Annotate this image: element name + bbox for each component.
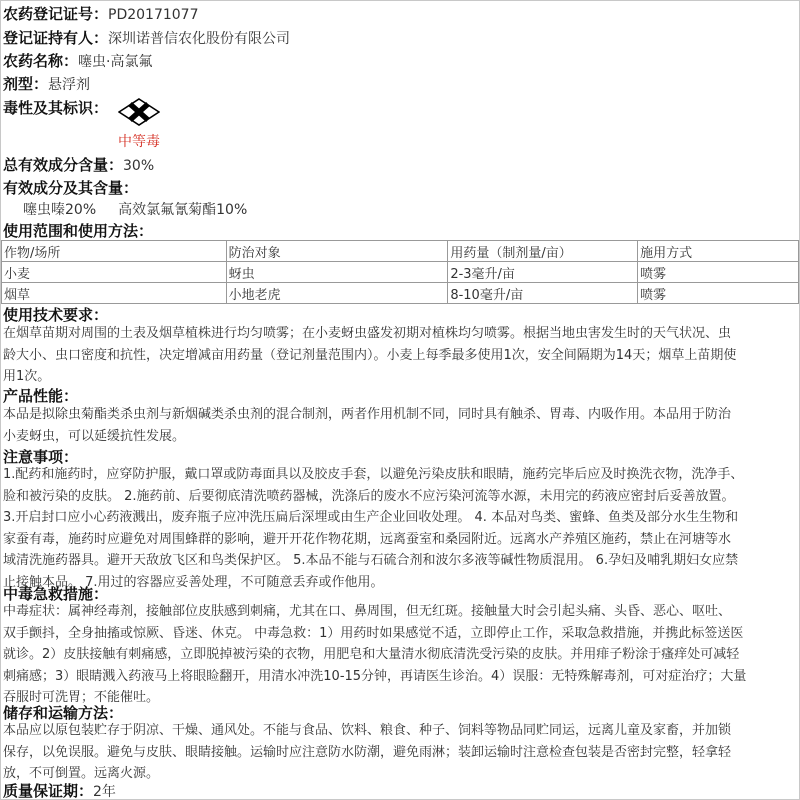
name-value: 噻虫·高氯氟 [78, 54, 153, 70]
warranty-value: 2年 [93, 784, 116, 800]
tech-row [3, 304, 108, 325]
table-row [2, 283, 799, 304]
aid-label: 中毒急救措施： [3, 585, 109, 603]
table-row [2, 262, 799, 283]
table-cell: 喷雾 [638, 262, 799, 283]
usage-table [1, 240, 799, 304]
warranty-label: 质量保证期： [3, 782, 94, 800]
toxicity-label: 毒性及其标识： [3, 99, 109, 117]
holder-row [3, 27, 290, 48]
text-line: 双手颤抖，全身抽搐或惊厥、昏迷、休克。 中毒急救：1）用药时如果感觉不适，立即停止工作，采取急救措施，并携此标签送医 [3, 625, 744, 641]
toxicity-cross-icon [118, 98, 160, 126]
ingredients-list [23, 199, 247, 219]
aid-paragraph [3, 601, 797, 709]
header-cell: 作物/场所 [2, 241, 227, 262]
text-line: 3.开启封口应小心药液溅出，废弃瓶子应冲洗压扁后深埋或由生产企业回收处理。 4. 本品对鸟类、蜜蜂、鱼类及部分水生生物和 [3, 510, 739, 525]
text-line: 在烟草苗期对周围的土表及烟草植株进行均匀喷雾；在小麦蚜虫盛发初期对植株均匀喷雾。根据当地虫害发生时的天气状况、虫 [3, 326, 732, 341]
holder-label: 登记证持有人： [3, 29, 109, 47]
toxicity-value: 中等毒 [118, 134, 160, 150]
text-line: 龄大小、虫口密度和抗性，决定增减亩用药量（登记剂量范围内）。小麦上每季最多使用1次，安全间隔期为14天；烟草上苗期使 [3, 347, 737, 363]
reg-no-value: PD20171077 [108, 7, 199, 23]
total-row [3, 154, 154, 175]
reg-no-row [3, 3, 199, 24]
ingredients-label: 有效成分及其含量： [3, 179, 139, 197]
text-line: 就诊。2）皮肤接触有刺痛感，立即脱掉被污染的衣物，用肥皂和大量清水彻底清洗受污染的皮肤。并用痱子粉涂于瘙痒处可减轻 [3, 647, 740, 662]
total-value: 30% [123, 158, 155, 174]
text-line: 小麦蚜虫，可以延缓抗性发展。 [3, 428, 186, 444]
text-line: 保存，以免误服。避免与皮肤、眼睛接触。运输时应注意防水防潮，避免雨淋；装卸运输时注意检查包装是否密封完整，轻拿轻 [3, 744, 732, 760]
tech-paragraph [3, 323, 797, 388]
name-label: 农药名称： [3, 52, 79, 70]
table-cell: 小麦 [2, 262, 227, 283]
table-cell: 蚜虫 [226, 262, 448, 283]
notes-paragraph [3, 464, 797, 593]
ingredients-row [3, 177, 138, 198]
form-value: 悬浮剂 [48, 77, 91, 93]
perf-row [3, 385, 78, 406]
text-line: 本品应以原包装贮存于阴凉、干燥、通风处。不能与食品、饮料、粮食、种子、饲料等物品同贮同运，远离儿童及家畜，并加锁 [3, 723, 732, 738]
total-label: 总有效成分含量： [3, 156, 124, 174]
notes-label: 注意事项： [3, 448, 79, 466]
table-cell: 喷雾 [638, 283, 799, 304]
form-label: 剂型： [3, 75, 49, 93]
form-row [3, 73, 90, 94]
name-row [3, 50, 152, 71]
ingredient-item: 高效氯氟氰菊酯10% [118, 202, 248, 218]
warranty-row [3, 780, 116, 800]
holder-value: 深圳诺普信农化股份有限公司 [108, 31, 291, 47]
text-line: 吞服时可洗胃；不能催吐。 [3, 690, 160, 705]
text-line: 脸和被污染的皮肤。 2.施药前、后要彻底清洗喷药器械，洗涤后的废水不应污染河流等水源，未用完的药液应密封后妥善放置。 [3, 488, 735, 504]
usage-label: 使用范围和使用方法： [3, 222, 154, 240]
usage-row [3, 220, 153, 241]
table-cell: 2-3毫升/亩 [448, 262, 638, 283]
perf-paragraph [3, 404, 797, 447]
text-line: 本品是拟除虫菊酯类杀虫剂与新烟碱类杀虫剂的混合制剂，两者作用机制不同，同时具有触杀、胃毒、内吸作用。本品用于防治 [3, 407, 732, 422]
header-cell: 用药量（制剂量/亩） [448, 241, 638, 262]
text-line: 止接触本品。 7.用过的容器应妥善处理，不可随意丢弃或作他用。 [3, 574, 384, 590]
header-cell: 防治对象 [226, 241, 448, 262]
text-line: 家蚕有毒，施药时应避免对周围蜂群的影响，避开开花作物花期，远离蚕室和桑园附近。远离水产养殖区施药，禁止在河塘等水 [3, 531, 732, 547]
storage-label: 储存和运输方法： [3, 704, 124, 722]
table-cell: 烟草 [2, 283, 227, 304]
text-line: 刺痛感；3）眼睛溅入药液马上将眼睑翻开，用清水冲洗10-15分钟，再请医生诊治。4）误服：无特殊解毒剂，可对症治疗；大量 [3, 668, 747, 684]
table-cell: 8-10毫升/亩 [448, 283, 638, 304]
tech-label: 使用技术要求： [3, 306, 109, 324]
ingredient-item: 噻虫嗪20% [23, 202, 97, 218]
text-line: 中毒症状：属神经毒剂，接触部位皮肤感到刺痛，尤其在口、鼻周围，但无红斑。接触量大时会引起头痛、头昏、恶心、呕吐、 [3, 604, 732, 619]
perf-label: 产品性能： [3, 387, 79, 405]
header-cell: 施用方式 [638, 241, 799, 262]
text-line: 放，不可倒置。远离火源。 [3, 766, 160, 781]
toxicity-row [3, 97, 108, 118]
text-line: 1.配药和施药时，应穿防护服，戴口罩或防毒面具以及胶皮手套，以避免污染皮肤和眼睛，施药完毕后应及时换洗衣物，洗净手、 [3, 467, 744, 482]
text-line: 用1次。 [3, 369, 51, 384]
table-cell: 小地老虎 [226, 283, 448, 304]
storage-paragraph [3, 720, 797, 785]
text-line: 域清洗施药器具。避开天敌放飞区和鸟类保护区。 5.本品不能与石硫合剂和波尔多液等碱性物质混用。 6.孕妇及哺乳期妇女应禁 [3, 553, 739, 568]
table-header-row [2, 241, 799, 262]
reg-no-label: 农药登记证号： [3, 5, 109, 23]
